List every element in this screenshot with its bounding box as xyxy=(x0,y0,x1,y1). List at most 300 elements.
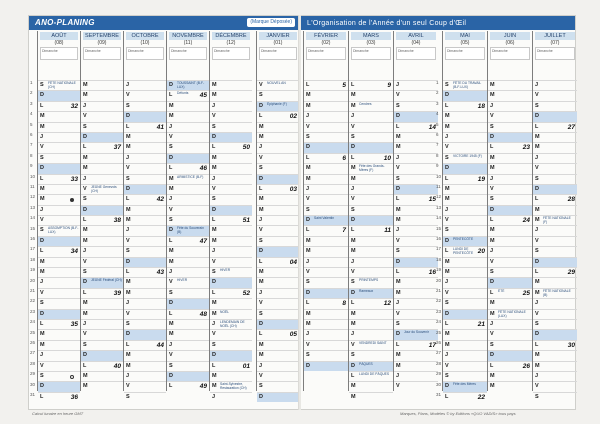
day-row[interactable] xyxy=(210,392,252,402)
day-row[interactable] xyxy=(81,142,123,152)
day-row[interactable] xyxy=(443,142,487,152)
dimanche-box[interactable]: Dimanche xyxy=(535,47,575,60)
day-row[interactable] xyxy=(257,309,299,319)
day-row[interactable] xyxy=(124,174,166,184)
day-row[interactable] xyxy=(394,236,438,246)
day-row[interactable] xyxy=(533,288,577,298)
day-row[interactable] xyxy=(210,340,252,350)
day-row[interactable] xyxy=(488,246,532,256)
day-row[interactable] xyxy=(394,329,438,339)
day-row[interactable] xyxy=(349,122,393,132)
day-row[interactable] xyxy=(533,361,577,371)
day-row[interactable] xyxy=(38,184,80,194)
day-row[interactable] xyxy=(304,361,348,371)
day-row[interactable] xyxy=(167,111,209,121)
day-row[interactable] xyxy=(167,298,209,308)
day-row[interactable] xyxy=(443,267,487,277)
day-row[interactable] xyxy=(257,361,299,371)
day-row[interactable] xyxy=(124,246,166,256)
day-row[interactable] xyxy=(488,163,532,173)
day-row[interactable] xyxy=(488,236,532,246)
day-row[interactable] xyxy=(124,225,166,235)
day-row[interactable] xyxy=(210,163,252,173)
day-row[interactable] xyxy=(488,257,532,267)
day-row[interactable] xyxy=(533,340,577,350)
day-row[interactable] xyxy=(167,236,209,246)
day-row[interactable] xyxy=(210,215,252,225)
day-row[interactable] xyxy=(304,111,348,121)
day-row[interactable] xyxy=(210,350,252,360)
day-row[interactable] xyxy=(304,184,348,194)
day-row[interactable] xyxy=(167,246,209,256)
day-row[interactable] xyxy=(38,90,80,100)
day-row[interactable] xyxy=(167,329,209,339)
day-row[interactable] xyxy=(38,80,80,90)
day-row[interactable] xyxy=(394,194,438,204)
day-row[interactable] xyxy=(488,277,532,287)
day-row[interactable] xyxy=(81,215,123,225)
day-row[interactable] xyxy=(394,350,438,360)
day-row[interactable] xyxy=(38,309,80,319)
day-row[interactable] xyxy=(257,174,299,184)
day-row[interactable] xyxy=(167,205,209,215)
day-row[interactable] xyxy=(443,205,487,215)
day-row[interactable] xyxy=(124,319,166,329)
day-row[interactable] xyxy=(210,298,252,308)
day-row[interactable] xyxy=(488,205,532,215)
day-row[interactable] xyxy=(124,111,166,121)
day-row[interactable] xyxy=(304,267,348,277)
day-row[interactable] xyxy=(257,142,299,152)
day-row[interactable] xyxy=(304,236,348,246)
day-row[interactable] xyxy=(167,90,209,100)
day-row[interactable] xyxy=(81,329,123,339)
day-row[interactable] xyxy=(257,80,299,90)
day-row[interactable] xyxy=(210,309,252,319)
day-row[interactable] xyxy=(124,215,166,225)
day-row[interactable] xyxy=(443,371,487,381)
day-row[interactable] xyxy=(304,288,348,298)
day-row[interactable] xyxy=(304,132,348,142)
day-row[interactable] xyxy=(394,225,438,235)
day-row[interactable] xyxy=(443,90,487,100)
day-row[interactable] xyxy=(533,142,577,152)
day-row[interactable] xyxy=(124,309,166,319)
dimanche-box[interactable]: Dimanche xyxy=(306,47,346,60)
day-row[interactable] xyxy=(257,277,299,287)
day-row[interactable] xyxy=(124,132,166,142)
day-row[interactable] xyxy=(167,381,209,391)
day-row[interactable] xyxy=(488,194,532,204)
day-row[interactable] xyxy=(394,132,438,142)
day-row[interactable] xyxy=(394,371,438,381)
dimanche-box[interactable]: Dimanche xyxy=(351,47,391,60)
day-row[interactable] xyxy=(533,329,577,339)
day-row[interactable] xyxy=(210,267,252,277)
day-row[interactable] xyxy=(394,246,438,256)
day-row[interactable] xyxy=(167,153,209,163)
day-row[interactable] xyxy=(124,277,166,287)
day-row[interactable] xyxy=(257,350,299,360)
day-row[interactable] xyxy=(38,298,80,308)
day-row[interactable] xyxy=(349,163,393,173)
day-row[interactable] xyxy=(488,371,532,381)
day-row[interactable] xyxy=(304,142,348,152)
day-row[interactable] xyxy=(443,350,487,360)
day-row[interactable] xyxy=(124,194,166,204)
day-row[interactable] xyxy=(394,163,438,173)
day-row[interactable] xyxy=(210,371,252,381)
day-row[interactable] xyxy=(533,215,577,225)
day-row[interactable] xyxy=(443,277,487,287)
day-row[interactable] xyxy=(349,319,393,329)
day-row[interactable] xyxy=(210,329,252,339)
day-row[interactable] xyxy=(257,184,299,194)
day-row[interactable] xyxy=(167,350,209,360)
day-row[interactable] xyxy=(443,361,487,371)
day-row[interactable] xyxy=(257,298,299,308)
day-row[interactable] xyxy=(443,132,487,142)
day-row[interactable] xyxy=(304,163,348,173)
day-row[interactable] xyxy=(81,90,123,100)
day-row[interactable] xyxy=(349,371,393,381)
day-row[interactable] xyxy=(210,111,252,121)
day-row[interactable] xyxy=(124,381,166,391)
day-row[interactable] xyxy=(304,90,348,100)
day-row[interactable] xyxy=(443,194,487,204)
day-row[interactable] xyxy=(81,122,123,132)
day-row[interactable] xyxy=(533,298,577,308)
day-row[interactable] xyxy=(488,80,532,90)
dimanche-box[interactable]: Dimanche xyxy=(212,47,250,60)
day-row[interactable] xyxy=(533,350,577,360)
day-row[interactable] xyxy=(210,153,252,163)
day-row[interactable] xyxy=(488,361,532,371)
day-row[interactable] xyxy=(488,225,532,235)
day-row[interactable] xyxy=(394,205,438,215)
day-row[interactable] xyxy=(257,90,299,100)
day-row[interactable] xyxy=(210,205,252,215)
day-row[interactable] xyxy=(81,111,123,121)
day-row[interactable] xyxy=(38,122,80,132)
day-row[interactable] xyxy=(167,309,209,319)
day-row[interactable] xyxy=(533,163,577,173)
day-row[interactable] xyxy=(304,194,348,204)
day-row[interactable] xyxy=(443,257,487,267)
day-row[interactable] xyxy=(124,90,166,100)
day-row[interactable] xyxy=(304,329,348,339)
day-row[interactable] xyxy=(38,257,80,267)
day-row[interactable] xyxy=(257,153,299,163)
day-row[interactable] xyxy=(38,350,80,360)
day-row[interactable] xyxy=(38,236,80,246)
day-row[interactable] xyxy=(257,205,299,215)
day-row[interactable] xyxy=(38,246,80,256)
day-row[interactable] xyxy=(124,184,166,194)
dimanche-box[interactable]: Dimanche xyxy=(169,47,207,60)
day-row[interactable] xyxy=(349,153,393,163)
day-row[interactable] xyxy=(81,350,123,360)
dimanche-box[interactable]: Dimanche xyxy=(445,47,485,60)
day-row[interactable] xyxy=(38,153,80,163)
day-row[interactable] xyxy=(167,80,209,90)
day-row[interactable] xyxy=(443,309,487,319)
day-row[interactable] xyxy=(257,329,299,339)
day-row[interactable] xyxy=(394,90,438,100)
day-row[interactable] xyxy=(81,309,123,319)
day-row[interactable] xyxy=(304,340,348,350)
day-row[interactable] xyxy=(210,101,252,111)
day-row[interactable] xyxy=(533,174,577,184)
day-row[interactable] xyxy=(167,142,209,152)
day-row[interactable] xyxy=(488,350,532,360)
day-row[interactable] xyxy=(394,298,438,308)
day-row[interactable] xyxy=(533,371,577,381)
day-row[interactable] xyxy=(533,194,577,204)
day-row[interactable] xyxy=(394,309,438,319)
day-row[interactable] xyxy=(124,288,166,298)
day-row[interactable] xyxy=(349,174,393,184)
day-row[interactable] xyxy=(533,257,577,267)
day-row[interactable] xyxy=(488,381,532,391)
day-row[interactable] xyxy=(81,236,123,246)
day-row[interactable] xyxy=(124,340,166,350)
day-row[interactable] xyxy=(167,101,209,111)
day-row[interactable] xyxy=(443,101,487,111)
day-row[interactable] xyxy=(349,309,393,319)
day-row[interactable] xyxy=(210,142,252,152)
day-row[interactable] xyxy=(81,246,123,256)
day-row[interactable] xyxy=(488,309,532,319)
day-row[interactable] xyxy=(210,184,252,194)
day-row[interactable] xyxy=(349,80,393,90)
day-row[interactable] xyxy=(81,340,123,350)
day-row[interactable] xyxy=(394,319,438,329)
day-row[interactable] xyxy=(257,257,299,267)
day-row[interactable] xyxy=(38,205,80,215)
day-row[interactable] xyxy=(443,236,487,246)
day-row[interactable] xyxy=(210,288,252,298)
day-row[interactable] xyxy=(533,381,577,391)
day-row[interactable] xyxy=(38,132,80,142)
day-row[interactable] xyxy=(349,142,393,152)
day-row[interactable] xyxy=(257,163,299,173)
day-row[interactable] xyxy=(304,122,348,132)
day-row[interactable] xyxy=(443,215,487,225)
day-row[interactable] xyxy=(81,101,123,111)
day-row[interactable] xyxy=(210,174,252,184)
day-row[interactable] xyxy=(533,225,577,235)
day-row[interactable] xyxy=(394,277,438,287)
day-row[interactable] xyxy=(488,90,532,100)
day-row[interactable] xyxy=(167,163,209,173)
day-row[interactable] xyxy=(349,381,393,391)
day-row[interactable] xyxy=(394,361,438,371)
day-row[interactable] xyxy=(38,194,80,204)
day-row[interactable] xyxy=(304,350,348,360)
day-row[interactable] xyxy=(349,225,393,235)
day-row[interactable] xyxy=(394,257,438,267)
day-row[interactable] xyxy=(349,350,393,360)
day-row[interactable] xyxy=(257,194,299,204)
day-row[interactable] xyxy=(81,371,123,381)
day-row[interactable] xyxy=(394,111,438,121)
day-row[interactable] xyxy=(443,319,487,329)
day-row[interactable] xyxy=(349,267,393,277)
day-row[interactable] xyxy=(167,225,209,235)
day-row[interactable] xyxy=(38,329,80,339)
day-row[interactable] xyxy=(488,184,532,194)
day-row[interactable] xyxy=(488,101,532,111)
day-row[interactable] xyxy=(124,122,166,132)
day-row[interactable] xyxy=(394,288,438,298)
day-row[interactable] xyxy=(210,236,252,246)
day-row[interactable] xyxy=(257,381,299,391)
day-row[interactable] xyxy=(167,257,209,267)
day-row[interactable] xyxy=(210,381,252,391)
day-row[interactable] xyxy=(81,205,123,215)
day-row[interactable] xyxy=(304,257,348,267)
day-row[interactable] xyxy=(124,329,166,339)
day-row[interactable] xyxy=(38,267,80,277)
day-row[interactable] xyxy=(81,267,123,277)
day-row[interactable] xyxy=(124,371,166,381)
day-row[interactable] xyxy=(81,184,123,194)
day-row[interactable] xyxy=(124,267,166,277)
day-row[interactable] xyxy=(167,340,209,350)
day-row[interactable] xyxy=(443,153,487,163)
day-row[interactable] xyxy=(304,246,348,256)
day-row[interactable] xyxy=(257,225,299,235)
day-row[interactable] xyxy=(349,132,393,142)
day-row[interactable] xyxy=(443,392,487,402)
day-row[interactable] xyxy=(394,174,438,184)
day-row[interactable] xyxy=(167,174,209,184)
day-row[interactable] xyxy=(124,236,166,246)
day-row[interactable] xyxy=(167,132,209,142)
day-row[interactable] xyxy=(257,122,299,132)
day-row[interactable] xyxy=(38,215,80,225)
day-row[interactable] xyxy=(124,163,166,173)
day-row[interactable] xyxy=(533,80,577,90)
day-row[interactable] xyxy=(81,319,123,329)
day-row[interactable] xyxy=(124,101,166,111)
day-row[interactable] xyxy=(210,225,252,235)
day-row[interactable] xyxy=(124,153,166,163)
day-row[interactable] xyxy=(443,246,487,256)
day-row[interactable] xyxy=(167,288,209,298)
day-row[interactable] xyxy=(533,246,577,256)
day-row[interactable] xyxy=(257,101,299,111)
day-row[interactable] xyxy=(124,257,166,267)
day-row[interactable] xyxy=(38,361,80,371)
day-row[interactable] xyxy=(81,361,123,371)
day-row[interactable] xyxy=(488,153,532,163)
day-row[interactable] xyxy=(38,111,80,121)
day-row[interactable] xyxy=(167,184,209,194)
day-row[interactable] xyxy=(81,277,123,287)
day-row[interactable] xyxy=(81,153,123,163)
day-row[interactable] xyxy=(167,194,209,204)
dimanche-box[interactable]: Dimanche xyxy=(40,47,78,60)
day-row[interactable] xyxy=(124,392,166,402)
dimanche-box[interactable]: Dimanche xyxy=(126,47,164,60)
day-row[interactable] xyxy=(443,184,487,194)
day-row[interactable] xyxy=(81,80,123,90)
day-row[interactable] xyxy=(349,329,393,339)
day-row[interactable] xyxy=(488,329,532,339)
day-row[interactable] xyxy=(210,257,252,267)
day-row[interactable] xyxy=(394,142,438,152)
day-row[interactable] xyxy=(488,267,532,277)
day-row[interactable] xyxy=(38,340,80,350)
day-row[interactable] xyxy=(304,298,348,308)
day-row[interactable] xyxy=(349,277,393,287)
day-row[interactable] xyxy=(349,184,393,194)
day-row[interactable] xyxy=(81,132,123,142)
day-row[interactable] xyxy=(533,267,577,277)
day-row[interactable] xyxy=(443,329,487,339)
day-row[interactable] xyxy=(167,319,209,329)
day-row[interactable] xyxy=(167,122,209,132)
day-row[interactable] xyxy=(349,111,393,121)
day-row[interactable] xyxy=(38,225,80,235)
day-row[interactable] xyxy=(38,101,80,111)
day-row[interactable] xyxy=(349,205,393,215)
day-row[interactable] xyxy=(38,392,80,402)
day-row[interactable] xyxy=(349,288,393,298)
day-row[interactable] xyxy=(304,215,348,225)
day-row[interactable] xyxy=(81,163,123,173)
day-row[interactable] xyxy=(488,298,532,308)
day-row[interactable] xyxy=(533,132,577,142)
day-row[interactable] xyxy=(533,184,577,194)
day-row[interactable] xyxy=(443,174,487,184)
day-row[interactable] xyxy=(304,277,348,287)
day-row[interactable] xyxy=(533,90,577,100)
day-row[interactable] xyxy=(349,236,393,246)
dimanche-box[interactable]: Dimanche xyxy=(396,47,436,60)
day-row[interactable] xyxy=(210,80,252,90)
day-row[interactable] xyxy=(533,236,577,246)
day-row[interactable] xyxy=(304,309,348,319)
day-row[interactable] xyxy=(533,205,577,215)
day-row[interactable] xyxy=(38,319,80,329)
day-row[interactable] xyxy=(533,319,577,329)
day-row[interactable] xyxy=(394,80,438,90)
day-row[interactable] xyxy=(533,153,577,163)
day-row[interactable] xyxy=(349,392,393,402)
day-row[interactable] xyxy=(533,277,577,287)
day-row[interactable] xyxy=(81,288,123,298)
day-row[interactable] xyxy=(257,267,299,277)
day-row[interactable] xyxy=(210,122,252,132)
day-row[interactable] xyxy=(81,174,123,184)
day-row[interactable] xyxy=(81,298,123,308)
day-row[interactable] xyxy=(210,361,252,371)
day-row[interactable] xyxy=(488,142,532,152)
day-row[interactable] xyxy=(488,215,532,225)
day-row[interactable] xyxy=(304,225,348,235)
day-row[interactable] xyxy=(394,267,438,277)
day-row[interactable] xyxy=(349,257,393,267)
day-row[interactable] xyxy=(394,340,438,350)
day-row[interactable] xyxy=(394,184,438,194)
day-row[interactable] xyxy=(443,225,487,235)
day-row[interactable] xyxy=(488,111,532,121)
day-row[interactable] xyxy=(167,361,209,371)
day-row[interactable] xyxy=(210,194,252,204)
